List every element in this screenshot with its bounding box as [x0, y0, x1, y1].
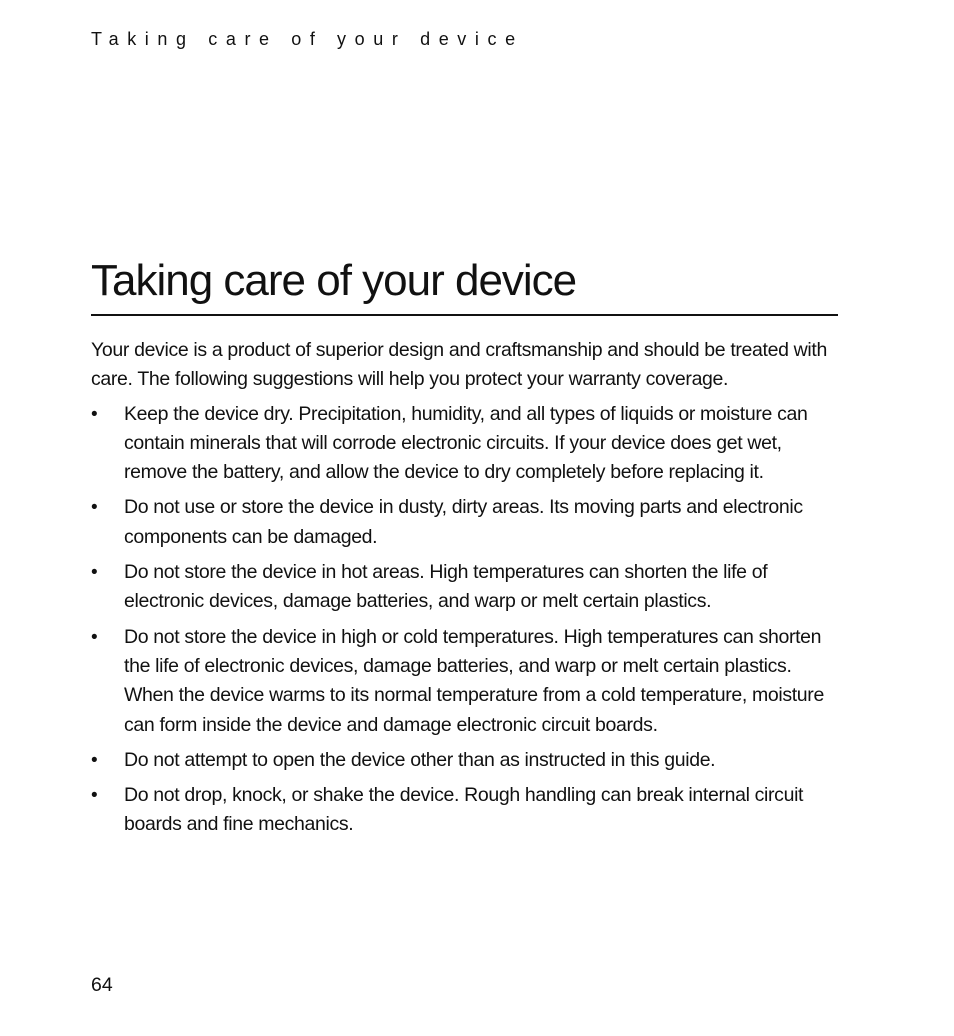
page-title: Taking care of your device — [91, 256, 577, 305]
list-item-text: Do not store the device in hot areas. High temperatures can shorten the life of electronic devices, damage batteries, and warp or melt certain plastics. — [124, 561, 768, 613]
bullet-icon: • — [91, 749, 98, 771]
bullet-icon: • — [91, 403, 98, 425]
list-item-text: Do not drop, knock, or shake the device. Rough handling can break internal circuit boards and fine mechanics. — [124, 784, 804, 836]
running-header: Taking care of your device — [91, 29, 524, 49]
list-item-text: Keep the device dry. Precipitation, humidity, and all types of liquids or moisture can contain minerals that will corrode electronic circuits. If your device does get wet, remove the battery, and allow the device to dry completely before replacing it. — [124, 402, 808, 484]
main-content — [91, 336, 838, 846]
list-item — [91, 781, 838, 840]
list-item-text: Do not store the device in high or cold temperatures. High temperatures can shorten the life of electronic devices, damage batteries, and warp or melt certain plastics. When the device warms to its normal temperature from a cold temperature, moisture can form inside the device and damage electronic circuit boards. — [124, 625, 824, 736]
bullet-icon: • — [91, 497, 98, 519]
care-list — [91, 400, 838, 840]
list-item — [91, 623, 838, 740]
bullet-icon: • — [91, 562, 98, 584]
page-number: 64 — [91, 974, 113, 996]
title-rule — [91, 314, 838, 316]
intro-paragraph: Your device is a product of superior design and craftsmanship and should be treated with care. The following suggestions will help you protect your warranty coverage. — [91, 339, 827, 391]
list-item — [91, 493, 838, 552]
list-item-text: Do not attempt to open the device other than as instructed in this guide. — [124, 748, 716, 771]
list-item — [91, 400, 838, 488]
list-item-text: Do not use or store the device in dusty, dirty areas. Its moving parts and electronic components can be damaged. — [124, 496, 803, 548]
list-item — [91, 558, 838, 617]
bullet-icon: • — [91, 785, 98, 807]
bullet-icon: • — [91, 626, 98, 648]
list-item — [91, 746, 838, 775]
